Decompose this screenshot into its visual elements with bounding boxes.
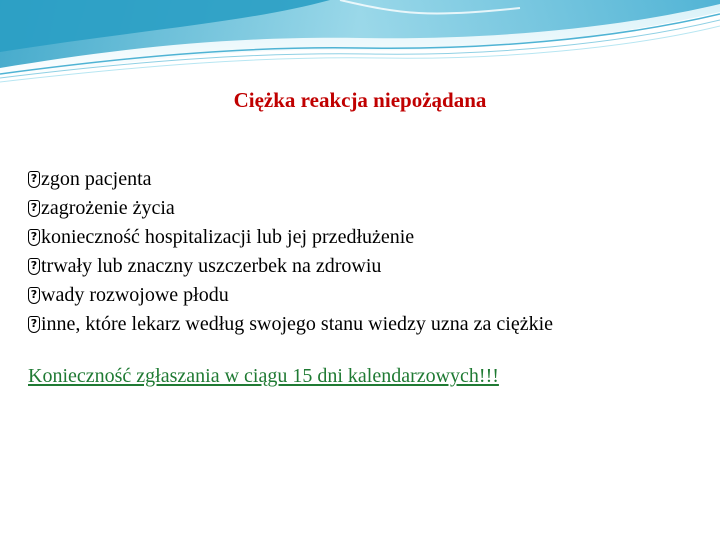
missing-glyph-icon: ? [28,171,40,188]
missing-glyph-icon: ? [28,287,40,304]
missing-glyph-icon: ? [28,200,40,217]
missing-glyph-icon: ? [28,258,40,275]
missing-glyph-icon: ? [28,229,40,246]
bullet-text: zagrożenie życia [41,197,175,219]
list-item [28,165,553,194]
bullet-list [28,165,553,339]
bullet-text: inne, które lekarz według swojego stanu wiedzy uzna za ciężkie [41,313,554,335]
list-item [28,310,553,339]
list-item [28,223,553,252]
bullet-text: zgon pacjenta [41,168,152,190]
decorative-wave-header [0,0,720,90]
reporting-deadline-note: Konieczność zgłaszania w ciągu 15 dni kalendarzowych!!! [28,365,499,387]
missing-glyph-icon: ? [28,316,40,333]
list-item [28,281,553,310]
bullet-text: wady rozwojowe płodu [41,284,229,306]
bullet-text: trwały lub znaczny uszczerbek na zdrowiu [41,255,382,277]
list-item [28,194,553,223]
bullet-text: konieczność hospitalizacji lub jej przedłużenie [41,226,415,248]
slide-title: Ciężka reakcja niepożądana [233,88,487,112]
list-item [28,252,553,281]
